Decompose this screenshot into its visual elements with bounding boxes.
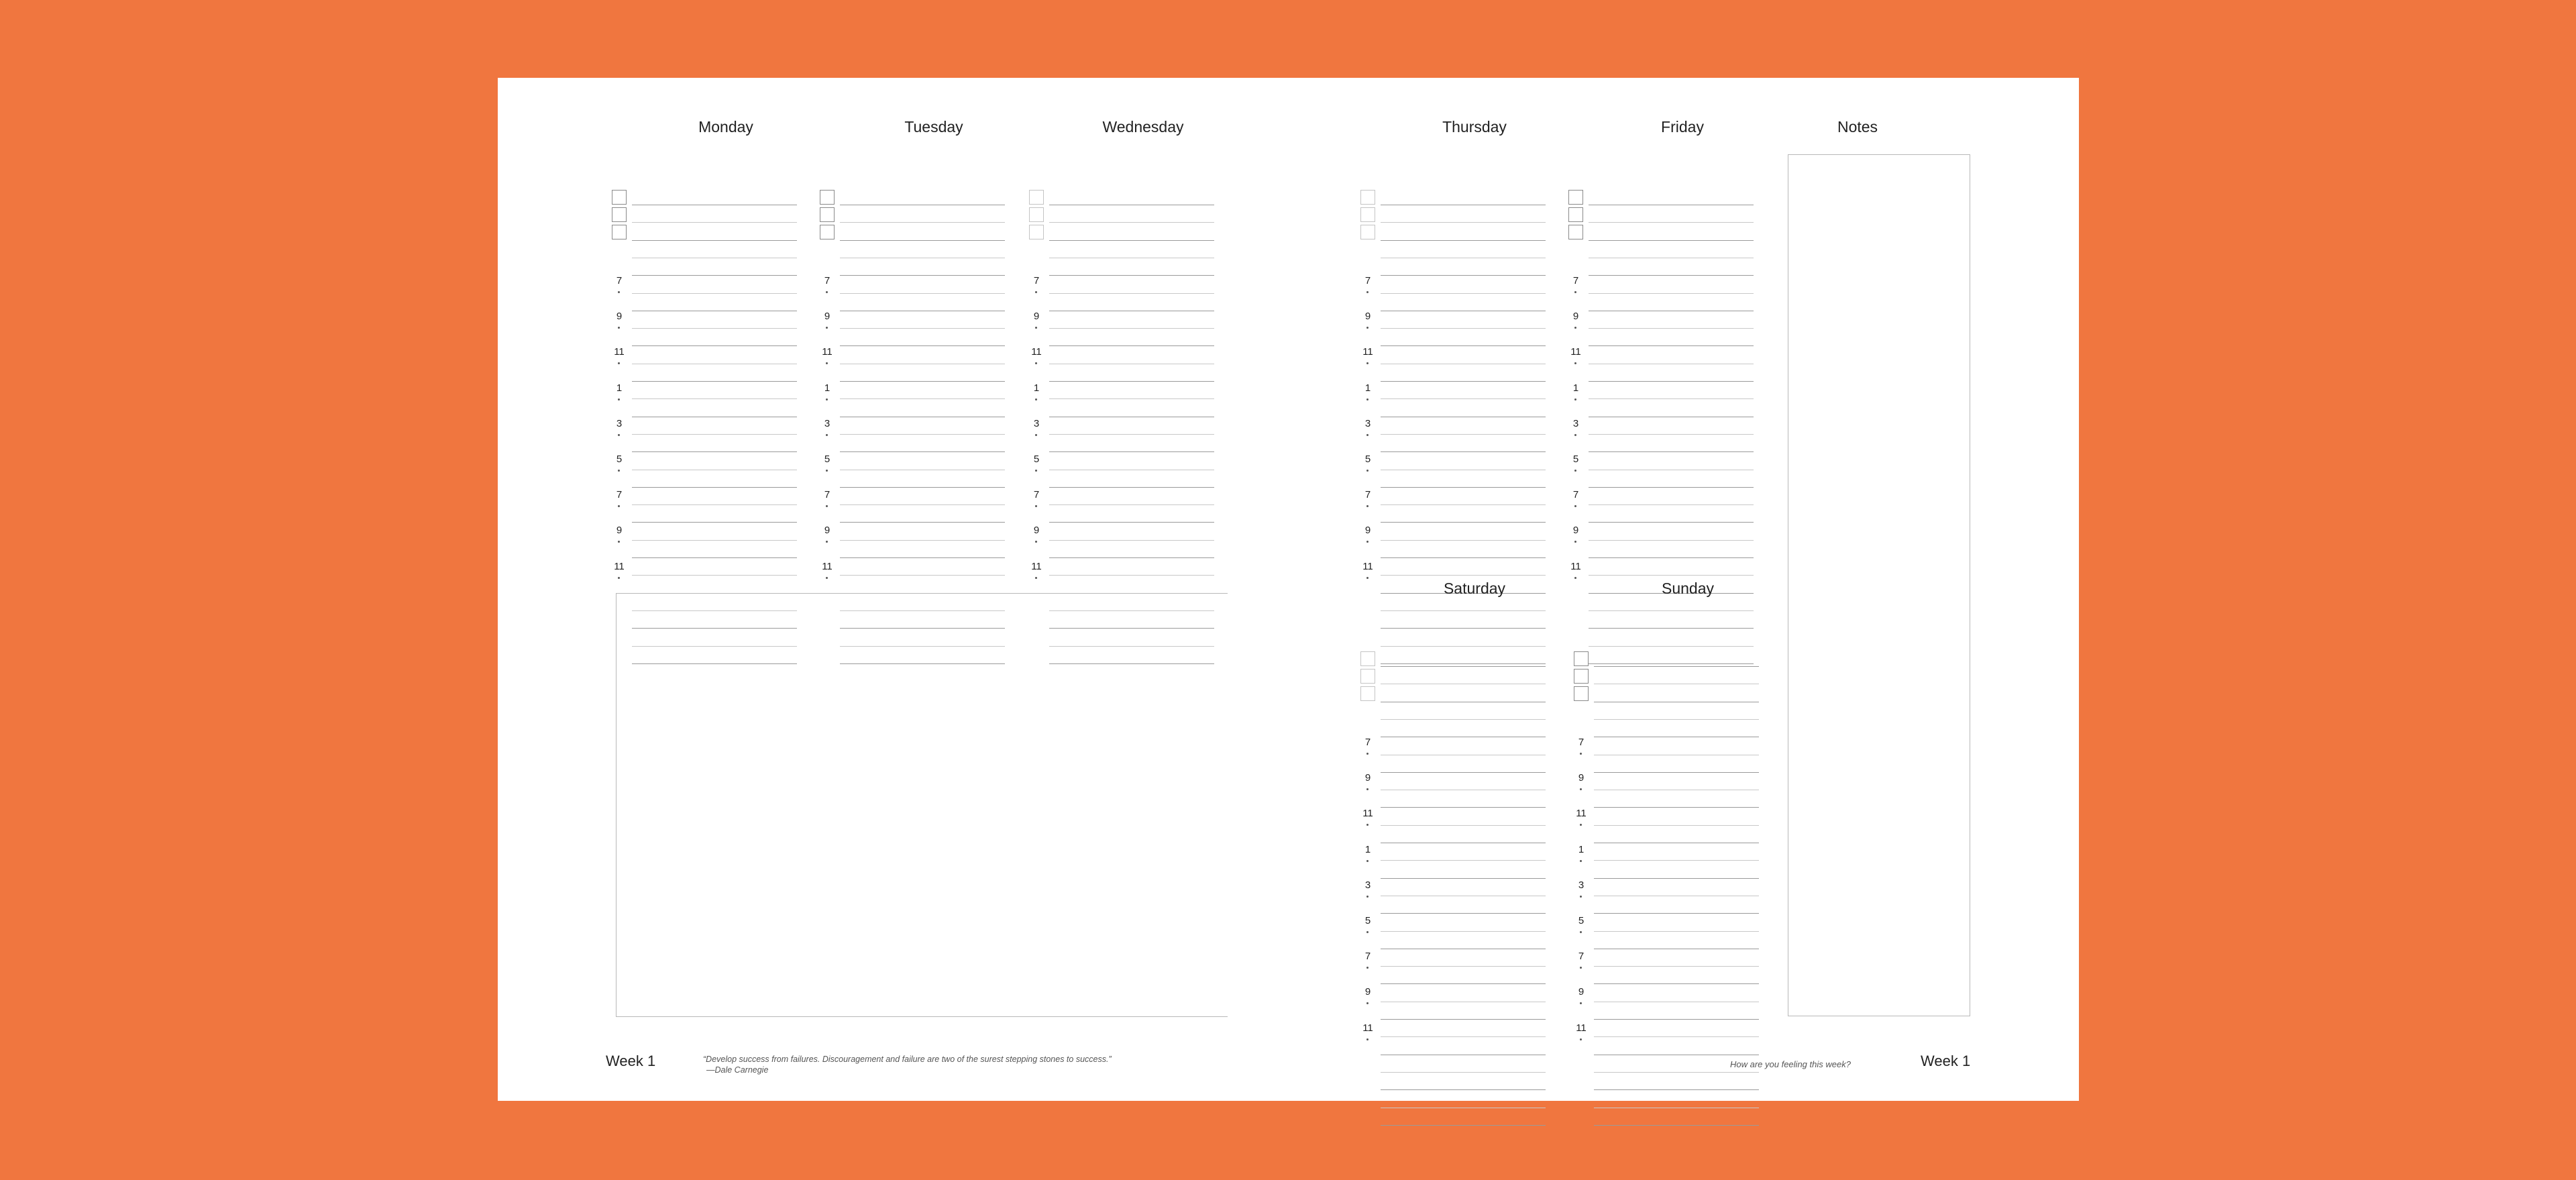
hour-label: 3: [616, 417, 623, 429]
half-hour-dot: [826, 505, 828, 507]
writing-line[interactable]: [1049, 434, 1214, 435]
writing-line[interactable]: [1381, 434, 1546, 435]
writing-line[interactable]: [1589, 575, 1754, 576]
writing-line[interactable]: [1589, 240, 1754, 241]
half-hour-dot: [1035, 327, 1037, 329]
writing-line[interactable]: [1594, 719, 1759, 720]
half-hour-dot: [1035, 577, 1037, 579]
half-hour-dot: [1580, 788, 1582, 790]
hour-label: 9: [824, 311, 830, 323]
day-column-saturday: [1360, 580, 1562, 1034]
hour-label: 3: [1364, 879, 1371, 891]
writing-line[interactable]: [1381, 966, 1546, 967]
writing-line[interactable]: [1594, 1019, 1759, 1020]
hour-label: 7: [1033, 275, 1040, 286]
task-checkbox[interactable]: [1360, 190, 1375, 205]
half-hour-dot: [1366, 505, 1368, 507]
writing-line[interactable]: [1381, 719, 1546, 720]
hour-label: 7: [1364, 737, 1371, 748]
day-column-friday: [1568, 118, 1770, 572]
hour-label: 11: [1576, 1022, 1587, 1034]
half-hour-dot: [618, 291, 620, 293]
half-hour-dot: [1035, 291, 1037, 293]
hour-label: 7: [1364, 489, 1371, 501]
day-title: Monday: [698, 118, 753, 136]
writing-line[interactable]: [632, 504, 797, 505]
hour-label: 9: [1364, 311, 1371, 323]
half-hour-dot: [826, 398, 828, 400]
hour-label: 1: [1572, 382, 1579, 394]
day-column-monday: [612, 118, 813, 572]
writing-line[interactable]: [1594, 913, 1759, 914]
writing-line[interactable]: [1381, 293, 1546, 294]
day-title: Friday: [1661, 118, 1704, 136]
hour-label: 5: [1572, 453, 1579, 465]
writing-line[interactable]: [1589, 328, 1754, 329]
writing-line[interactable]: [632, 434, 797, 435]
writing-line[interactable]: [1049, 345, 1214, 346]
hour-label: 5: [616, 453, 623, 465]
writing-line[interactable]: [1381, 504, 1546, 505]
writing-line[interactable]: [1381, 1072, 1546, 1073]
writing-line[interactable]: [1381, 1089, 1546, 1090]
writing-line[interactable]: [1381, 222, 1546, 223]
hour-label: 9: [1572, 525, 1579, 537]
writing-line[interactable]: [1589, 381, 1754, 382]
writing-line[interactable]: [1589, 293, 1754, 294]
writing-line[interactable]: [1589, 557, 1754, 558]
half-hour-dot: [1035, 362, 1037, 364]
half-hour-dot: [1580, 967, 1582, 969]
half-hour-dot: [1366, 824, 1368, 826]
hour-label: 11: [1362, 560, 1373, 572]
hour-label: 3: [1578, 879, 1585, 891]
hour-label: 11: [1362, 346, 1373, 358]
hour-label: 7: [616, 489, 623, 501]
half-hour-dot: [1580, 753, 1582, 755]
task-checkbox[interactable]: [612, 190, 627, 205]
writing-line[interactable]: [1381, 772, 1546, 773]
writing-line[interactable]: [1594, 966, 1759, 967]
day-title: Wednesday: [1102, 118, 1184, 136]
half-hour-dot: [1035, 398, 1037, 400]
writing-line[interactable]: [632, 293, 797, 294]
half-hour-dot: [1366, 788, 1368, 790]
half-hour-dot: [1574, 327, 1576, 329]
hour-label: 5: [1033, 453, 1040, 465]
writing-line[interactable]: [1049, 222, 1214, 223]
writing-line[interactable]: [1049, 328, 1214, 329]
half-hour-dot: [1366, 470, 1368, 472]
half-hour-dot: [1035, 505, 1037, 507]
hour-label: 9: [1364, 772, 1371, 784]
task-checkbox[interactable]: [612, 207, 627, 222]
half-hour-dot: [1574, 505, 1576, 507]
writing-line[interactable]: [1049, 275, 1214, 276]
writing-line[interactable]: [632, 522, 797, 523]
day-column-tuesday: [820, 118, 1021, 572]
writing-line[interactable]: [632, 398, 797, 399]
half-hour-dot: [826, 470, 828, 472]
half-hour-dot: [618, 327, 620, 329]
writing-line[interactable]: [840, 222, 1005, 223]
half-hour-dot: [1366, 896, 1368, 898]
day-title: Saturday: [1443, 580, 1506, 597]
half-hour-dot: [1035, 434, 1037, 436]
hour-label: 9: [1578, 986, 1585, 998]
notes-title: Notes: [1837, 118, 1878, 136]
half-hour-dot: [1035, 470, 1037, 472]
task-checkbox[interactable]: [1574, 669, 1589, 684]
hour-label: 9: [1033, 311, 1040, 323]
hour-label: 1: [616, 382, 623, 394]
writing-line[interactable]: [1589, 522, 1754, 523]
writing-line[interactable]: [840, 504, 1005, 505]
hour-label: 11: [822, 346, 833, 358]
day-column-sunday: [1574, 580, 1775, 1034]
writing-line[interactable]: [632, 275, 797, 276]
writing-line[interactable]: [1049, 293, 1214, 294]
half-hour-dot: [826, 362, 828, 364]
half-hour-dot: [1366, 398, 1368, 400]
hour-label: 1: [824, 382, 830, 394]
writing-line[interactable]: [632, 328, 797, 329]
writing-line[interactable]: [840, 240, 1005, 241]
half-hour-dot: [826, 291, 828, 293]
half-hour-dot: [618, 577, 620, 579]
hour-label: 11: [1031, 346, 1042, 358]
writing-line[interactable]: [1381, 1125, 1546, 1126]
task-checkbox[interactable]: [1360, 669, 1375, 684]
half-hour-dot: [1035, 541, 1037, 543]
half-hour-dot: [1574, 434, 1576, 436]
task-checkbox[interactable]: [1568, 225, 1583, 239]
writing-line[interactable]: [840, 575, 1005, 576]
writing-line[interactable]: [1381, 328, 1546, 329]
writing-line[interactable]: [1589, 487, 1754, 488]
half-hour-dot: [618, 505, 620, 507]
hour-label: 11: [1570, 346, 1581, 358]
half-hour-dot: [1366, 434, 1368, 436]
hour-label: 1: [1364, 843, 1371, 855]
writing-line[interactable]: [1589, 398, 1754, 399]
day-title: Sunday: [1661, 580, 1714, 597]
week-label-left: Week 1: [606, 1053, 656, 1069]
hour-label: 9: [824, 525, 830, 537]
writing-line[interactable]: [1589, 275, 1754, 276]
writing-line[interactable]: [632, 345, 797, 346]
hour-label: 11: [822, 560, 833, 572]
hour-label: 9: [616, 525, 623, 537]
half-hour-dot: [1574, 362, 1576, 364]
writing-line[interactable]: [1049, 540, 1214, 541]
hour-label: 7: [824, 489, 830, 501]
writing-line[interactable]: [840, 451, 1005, 452]
writing-line[interactable]: [1381, 860, 1546, 861]
half-hour-dot: [826, 541, 828, 543]
writing-line[interactable]: [1049, 557, 1214, 558]
hour-label: 7: [1572, 489, 1579, 501]
writing-line[interactable]: [840, 275, 1005, 276]
writing-line[interactable]: [1049, 398, 1214, 399]
hour-label: 7: [1364, 275, 1371, 286]
task-checkbox[interactable]: [1574, 651, 1589, 666]
writing-line[interactable]: [1381, 451, 1546, 452]
writing-line[interactable]: [840, 328, 1005, 329]
writing-line[interactable]: [1381, 913, 1546, 914]
day-column-thursday: [1360, 118, 1562, 572]
half-hour-dot: [1574, 470, 1576, 472]
feeling-prompt: How are you feeling this week?: [1730, 1059, 1851, 1069]
task-checkbox[interactable]: [1360, 207, 1375, 222]
writing-line[interactable]: [840, 487, 1005, 488]
hour-label: 3: [1572, 417, 1579, 429]
hour-label: 5: [824, 453, 830, 465]
half-hour-dot: [1580, 1002, 1582, 1004]
quote-text: “Develop success from failures. Discouragement and failure are two of the surest stepping stones to success.”: [703, 1055, 1112, 1064]
task-checkbox[interactable]: [820, 225, 835, 239]
writing-line[interactable]: [632, 575, 797, 576]
writing-line[interactable]: [1381, 1019, 1546, 1020]
day-title: Thursday: [1442, 118, 1507, 136]
hour-label: 7: [1364, 951, 1371, 963]
hour-label: 7: [1572, 275, 1579, 286]
writing-line[interactable]: [1049, 487, 1214, 488]
half-hour-dot: [618, 541, 620, 543]
writing-line[interactable]: [1589, 222, 1754, 223]
hour-label: 9: [616, 311, 623, 323]
hour-label: 5: [1364, 915, 1371, 926]
half-hour-dot: [1366, 327, 1368, 329]
hour-label: 7: [616, 275, 623, 286]
writing-line[interactable]: [1589, 451, 1754, 452]
writing-line[interactable]: [1381, 666, 1546, 667]
writing-line[interactable]: [632, 381, 797, 382]
hour-label: 9: [1578, 772, 1585, 784]
half-hour-dot: [1574, 291, 1576, 293]
task-checkbox[interactable]: [1029, 190, 1044, 205]
task-checkbox[interactable]: [820, 207, 835, 222]
half-hour-dot: [1574, 541, 1576, 543]
half-hour-dot: [1366, 967, 1368, 969]
writing-line[interactable]: [1589, 504, 1754, 505]
task-checkbox[interactable]: [820, 190, 835, 205]
writing-line[interactable]: [1381, 807, 1546, 808]
writing-line[interactable]: [1594, 1036, 1759, 1037]
task-checkbox[interactable]: [1360, 225, 1375, 239]
half-hour-dot: [618, 362, 620, 364]
task-checkbox[interactable]: [1568, 207, 1583, 222]
hour-label: 3: [1364, 417, 1371, 429]
writing-line[interactable]: [1381, 487, 1546, 488]
hour-label: 11: [1576, 808, 1587, 820]
writing-line[interactable]: [1381, 575, 1546, 576]
quote-author: —Dale Carnegie: [706, 1065, 769, 1075]
hour-label: 3: [1033, 417, 1040, 429]
task-checkbox[interactable]: [1360, 651, 1375, 666]
writing-line[interactable]: [1049, 575, 1214, 576]
weekly-notes-box[interactable]: [616, 593, 1228, 1017]
half-hour-dot: [618, 398, 620, 400]
writing-line[interactable]: [1589, 540, 1754, 541]
writing-line[interactable]: [1049, 522, 1214, 523]
writing-line[interactable]: [840, 522, 1005, 523]
hour-label: 9: [1572, 311, 1579, 323]
half-hour-dot: [1366, 541, 1368, 543]
half-hour-dot: [1366, 577, 1368, 579]
half-hour-dot: [1366, 931, 1368, 933]
hour-label: 5: [1578, 915, 1585, 926]
writing-line[interactable]: [1594, 1089, 1759, 1090]
hour-label: 9: [1364, 525, 1371, 537]
half-hour-dot: [1580, 824, 1582, 826]
half-hour-dot: [1574, 577, 1576, 579]
writing-line[interactable]: [1594, 1072, 1759, 1073]
writing-line[interactable]: [1049, 504, 1214, 505]
hour-label: 7: [1578, 951, 1585, 963]
writing-line[interactable]: [1594, 931, 1759, 932]
half-hour-dot: [1580, 931, 1582, 933]
hour-label: 1: [1578, 843, 1585, 855]
writing-line[interactable]: [1381, 540, 1546, 541]
half-hour-dot: [826, 434, 828, 436]
task-checkbox[interactable]: [1574, 686, 1589, 701]
writing-line[interactable]: [1381, 825, 1546, 826]
writing-line[interactable]: [840, 381, 1005, 382]
day-column-wednesday: [1029, 118, 1230, 572]
writing-line[interactable]: [1594, 807, 1759, 808]
writing-line[interactable]: [1589, 345, 1754, 346]
hour-label: 11: [614, 346, 625, 358]
writing-line[interactable]: [840, 540, 1005, 541]
writing-line[interactable]: [840, 557, 1005, 558]
hour-label: 9: [1364, 986, 1371, 998]
writing-line[interactable]: [1049, 381, 1214, 382]
writing-line[interactable]: [1589, 434, 1754, 435]
half-hour-dot: [826, 327, 828, 329]
hour-label: 9: [1033, 525, 1040, 537]
writing-line[interactable]: [632, 540, 797, 541]
writing-line[interactable]: [840, 293, 1005, 294]
writing-line[interactable]: [632, 557, 797, 558]
writing-line[interactable]: [1594, 1125, 1759, 1126]
hour-label: 11: [1570, 560, 1581, 572]
hour-label: 11: [614, 560, 625, 572]
writing-line[interactable]: [1381, 381, 1546, 382]
hour-label: 11: [1362, 1022, 1373, 1034]
writing-line[interactable]: [1049, 451, 1214, 452]
writing-line[interactable]: [1381, 345, 1546, 346]
writing-line[interactable]: [1594, 878, 1759, 879]
half-hour-dot: [1580, 860, 1582, 862]
writing-line[interactable]: [840, 345, 1005, 346]
week-label-right: Week 1: [1921, 1053, 1971, 1069]
writing-line[interactable]: [1594, 983, 1759, 984]
hour-label: 7: [1033, 489, 1040, 501]
planner-page: [498, 78, 2079, 1101]
writing-line[interactable]: [1381, 983, 1546, 984]
writing-line[interactable]: [1381, 1036, 1546, 1037]
hour-label: 5: [1364, 453, 1371, 465]
writing-line[interactable]: [632, 240, 797, 241]
half-hour-dot: [1366, 860, 1368, 862]
task-checkbox[interactable]: [1568, 190, 1583, 205]
hour-label: 11: [1362, 808, 1373, 820]
writing-line[interactable]: [1381, 275, 1546, 276]
task-checkbox[interactable]: [1029, 207, 1044, 222]
half-hour-dot: [1580, 896, 1582, 898]
hour-label: 7: [824, 275, 830, 286]
half-hour-dot: [1366, 291, 1368, 293]
hour-label: 1: [1033, 382, 1040, 394]
notes-box[interactable]: [1788, 154, 1970, 1016]
half-hour-dot: [1580, 1038, 1582, 1040]
writing-line[interactable]: [1594, 666, 1759, 667]
half-hour-dot: [1366, 362, 1368, 364]
writing-line[interactable]: [840, 398, 1005, 399]
hour-label: 3: [824, 417, 830, 429]
writing-line[interactable]: [632, 451, 797, 452]
hour-label: 1: [1364, 382, 1371, 394]
writing-line[interactable]: [1594, 825, 1759, 826]
half-hour-dot: [1366, 1002, 1368, 1004]
writing-line[interactable]: [1381, 398, 1546, 399]
writing-line[interactable]: [1381, 878, 1546, 879]
writing-line[interactable]: [1049, 240, 1214, 241]
writing-line[interactable]: [1594, 860, 1759, 861]
writing-line[interactable]: [1381, 557, 1546, 558]
half-hour-dot: [1574, 398, 1576, 400]
writing-line[interactable]: [632, 222, 797, 223]
writing-line[interactable]: [1381, 931, 1546, 932]
day-title: Tuesday: [904, 118, 963, 136]
writing-line[interactable]: [1381, 240, 1546, 241]
task-checkbox[interactable]: [1360, 686, 1375, 701]
writing-line[interactable]: [1381, 522, 1546, 523]
half-hour-dot: [618, 434, 620, 436]
hour-label: 11: [1031, 560, 1042, 572]
half-hour-dot: [1366, 753, 1368, 755]
task-checkbox[interactable]: [612, 225, 627, 239]
writing-line[interactable]: [1594, 772, 1759, 773]
hour-label: 7: [1578, 737, 1585, 748]
writing-line[interactable]: [632, 487, 797, 488]
half-hour-dot: [1366, 1038, 1368, 1040]
writing-line[interactable]: [840, 434, 1005, 435]
half-hour-dot: [618, 470, 620, 472]
half-hour-dot: [826, 577, 828, 579]
task-checkbox[interactable]: [1029, 225, 1044, 239]
